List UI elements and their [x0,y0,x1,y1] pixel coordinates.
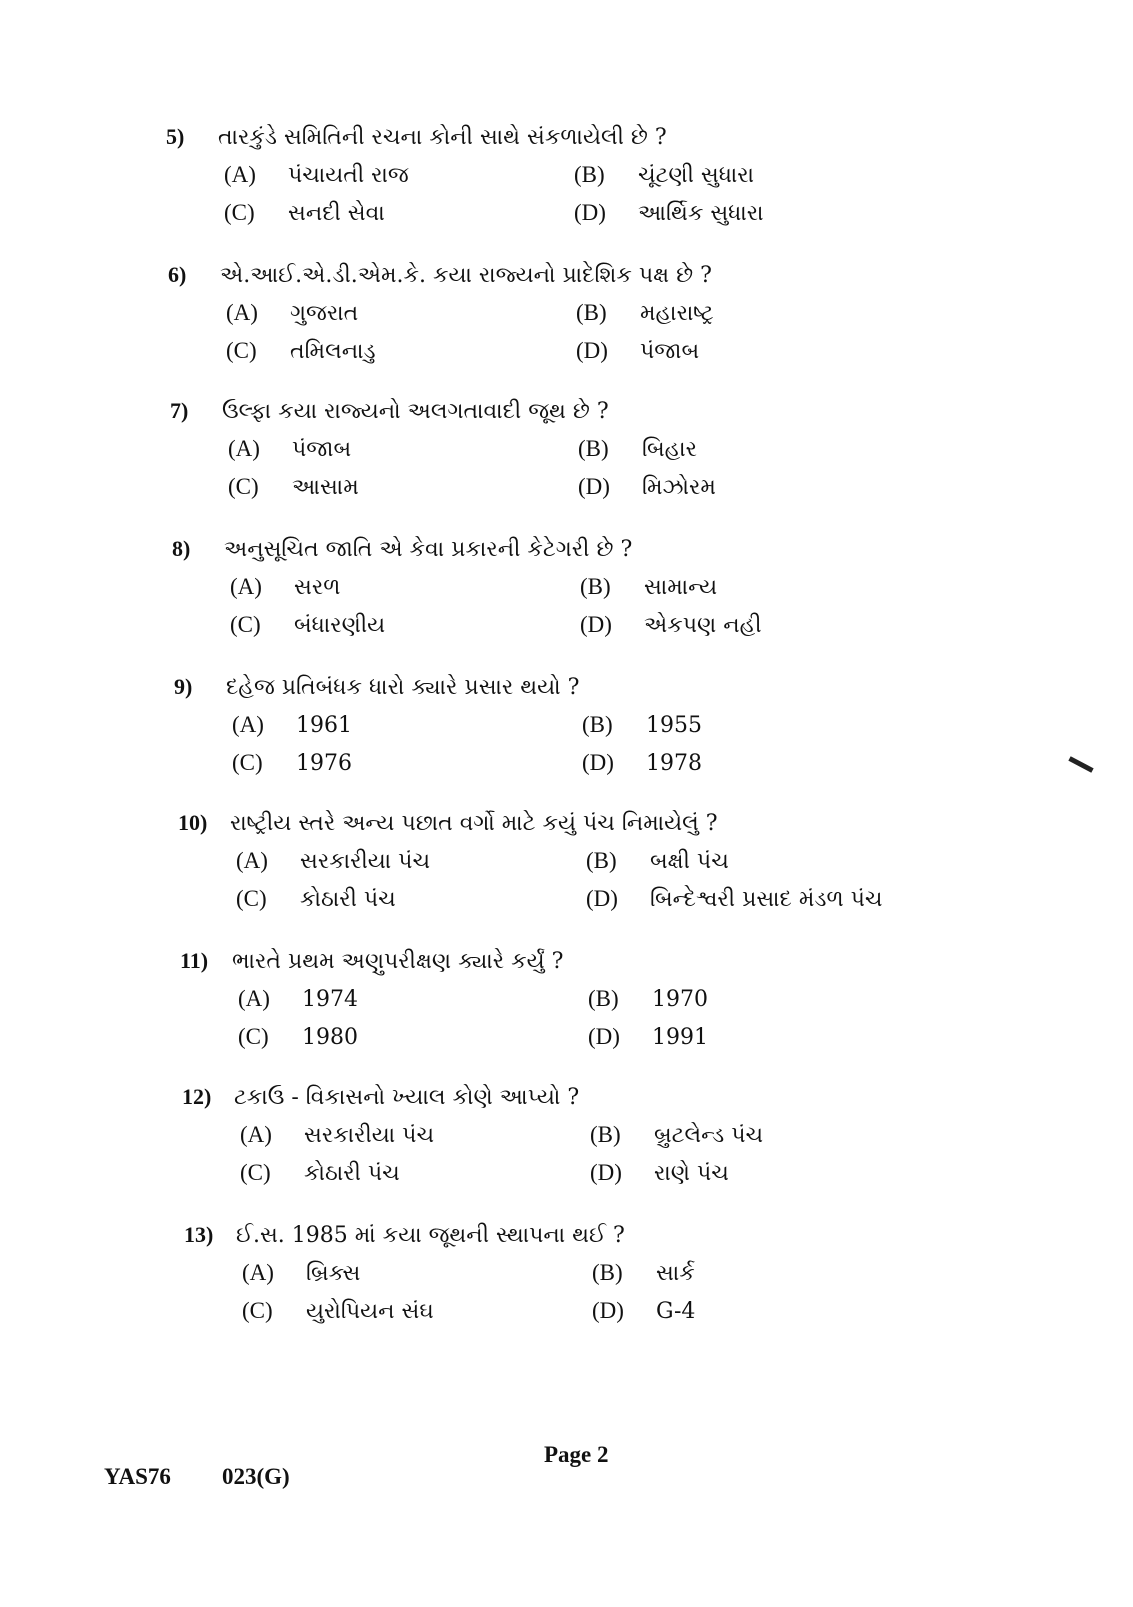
option-d [586,886,966,912]
option-b [590,1122,970,1148]
option-text: આસામ [292,475,359,500]
option-text: મિઝોરમ [642,475,716,500]
option-letter: (B) [576,300,607,325]
option-letter: (A) [232,712,264,737]
option-text: બ્રુટલેન્ડ પંચ [654,1123,764,1148]
option-text: સાર્ક [656,1261,695,1286]
option-letter: (C) [228,474,259,499]
option-text: યુરોપિયન સંઘ [306,1299,434,1324]
question-7 [170,398,930,500]
footer-code: YAS76 [104,1464,171,1489]
option-letter: (D) [576,338,608,363]
question-number: 9) [174,674,193,699]
option-text: બંધારણીય [294,613,386,638]
option-c [242,1298,592,1324]
question-text: ટકાઉ - વિકાસનો ખ્યાલ કોણે આપ્યો ? [234,1085,580,1110]
option-d [576,338,956,364]
option-letter: (D) [590,1160,622,1185]
question-6 [168,262,928,364]
option-text: પંજાબ [292,437,352,462]
option-letter: (A) [224,162,256,187]
option-text: 1976 [296,751,352,776]
option-d [580,612,960,638]
question-text: ઉલ્ફા કયા રાજ્યનો અલગતાવાદી જૂથ છે ? [222,399,609,424]
scan-mark [1068,756,1093,773]
option-letter: (A) [236,848,268,873]
option-letter: (D) [592,1298,624,1323]
option-text: 1978 [646,751,702,776]
option-letter: (B) [578,436,609,461]
option-letter: (D) [580,612,612,637]
option-b [588,986,968,1012]
option-a [242,1260,592,1286]
option-letter: (B) [588,986,619,1011]
question-5 [166,124,926,226]
question-text: અનુસૂચિત જાતિ એ કેવા પ્રકારની કેટેગરી છે ? [224,537,633,562]
option-letter: (D) [578,474,610,499]
option-letter: (C) [226,338,257,363]
question-number: 13) [184,1222,214,1247]
option-b [576,300,956,326]
option-c [224,200,574,226]
option-c [240,1160,590,1186]
option-text: સરકારીયા પંચ [304,1123,435,1148]
option-text: મહારાષ્ટ્ર [640,301,714,326]
option-text: કોઠારી પંચ [300,887,396,912]
option-a [238,986,588,1012]
option-text: બ્રિક્સ [306,1261,361,1286]
question-text: ઈ.સ. 1985 માં કયા જૂથની સ્થાપના થઈ ? [236,1223,625,1248]
option-text: બિન્દેશ્વરી પ્રસાદ મંડળ પંચ [650,887,883,912]
question-11 [180,948,940,1050]
option-text: એકપણ નહી [644,613,762,638]
option-text: કોઠારી પંચ [304,1161,400,1186]
option-text: સનદી સેવા [288,201,385,226]
option-letter: (C) [238,1024,269,1049]
question-13 [184,1222,944,1324]
option-text: ચૂંટણી સુધારા [638,163,755,188]
question-10 [178,810,938,912]
question-text: તારકુંડે સમિતિની રચના કોની સાથે સંકળાયેલી છે ? [218,125,667,150]
option-text: 1970 [652,987,708,1012]
question-text: ભારતે પ્રથમ અણુપરીક્ષણ ક્યારે કર્યું ? [232,949,564,974]
option-letter: (D) [582,750,614,775]
option-text: તમિલનાડુ [290,339,376,364]
option-text: 1955 [646,713,702,738]
option-c [230,612,580,638]
option-text: સરકારીયા પંચ [300,849,431,874]
question-number: 11) [180,948,209,973]
option-c [226,338,576,364]
option-letter: (C) [232,750,263,775]
question-9 [174,674,934,776]
option-c [228,474,578,500]
option-b [592,1260,972,1286]
option-a [232,712,582,738]
option-text: પંજાબ [640,339,700,364]
option-a [240,1122,590,1148]
option-letter: (A) [228,436,260,461]
option-c [232,750,582,776]
question-number: 7) [170,398,189,423]
option-text: બક્ષી પંચ [650,849,729,874]
option-b [580,574,960,600]
option-text: 1974 [302,987,358,1012]
question-number: 6) [168,262,187,287]
option-letter: (B) [574,162,605,187]
option-d [582,750,962,776]
option-letter: (A) [240,1122,272,1147]
question-number: 5) [166,124,185,149]
option-text: સામાન્ય [644,575,718,600]
option-a [224,162,574,188]
option-text: આર્થિક સુધારા [638,201,764,226]
option-letter: (B) [592,1260,623,1285]
option-text: 1961 [296,713,352,738]
option-letter: (D) [586,886,618,911]
option-d [590,1160,970,1186]
question-number: 8) [172,536,191,561]
question-12 [182,1084,942,1186]
option-text: બિહાર [642,437,698,462]
option-d [574,200,954,226]
option-text: પંચાયતી રાજ [288,163,409,188]
option-letter: (C) [240,1160,271,1185]
option-text: G-4 [656,1299,696,1324]
option-letter: (B) [582,712,613,737]
option-text: રાણે પંચ [654,1161,729,1186]
question-text: દહેજ પ્રતિબંધક ધારો ક્યારે પ્રસાર થયો ? [226,675,580,700]
option-letter: (B) [580,574,611,599]
footer-page-number: Page 2 [544,1442,609,1467]
option-letter: (A) [226,300,258,325]
option-a [228,436,578,462]
option-letter: (C) [230,612,261,637]
option-text: 1980 [302,1025,358,1050]
option-b [578,436,958,462]
option-letter: (D) [574,200,606,225]
option-letter: (A) [242,1260,274,1285]
option-c [238,1024,588,1050]
option-d [592,1298,972,1324]
option-d [588,1024,968,1050]
option-letter: (A) [238,986,270,1011]
question-text: એ.આઈ.એ.ડી.એમ.કે. કયા રાજ્યનો પ્રાદેશિક પક્ષ છે ? [220,263,712,288]
option-c [236,886,586,912]
option-b [582,712,962,738]
footer-paper-code: 023(G) [222,1464,290,1489]
option-b [574,162,954,188]
question-number: 10) [178,810,208,835]
question-8 [172,536,932,638]
option-letter: (C) [242,1298,273,1323]
option-letter: (B) [590,1122,621,1147]
option-a [230,574,580,600]
option-letter: (B) [586,848,617,873]
option-letter: (A) [230,574,262,599]
option-text: 1991 [652,1025,708,1050]
question-text: રાષ્ટ્રીય સ્તરે અન્ય પછાત વર્ગો માટે કયું પંચ નિમાયેલું ? [230,811,718,836]
option-text: ગુજરાત [290,301,359,326]
option-d [578,474,958,500]
question-number: 12) [182,1084,212,1109]
option-a [226,300,576,326]
option-a [236,848,586,874]
option-letter: (C) [224,200,255,225]
option-letter: (D) [588,1024,620,1049]
option-text: સરળ [294,575,341,600]
option-letter: (C) [236,886,267,911]
option-b [586,848,966,874]
